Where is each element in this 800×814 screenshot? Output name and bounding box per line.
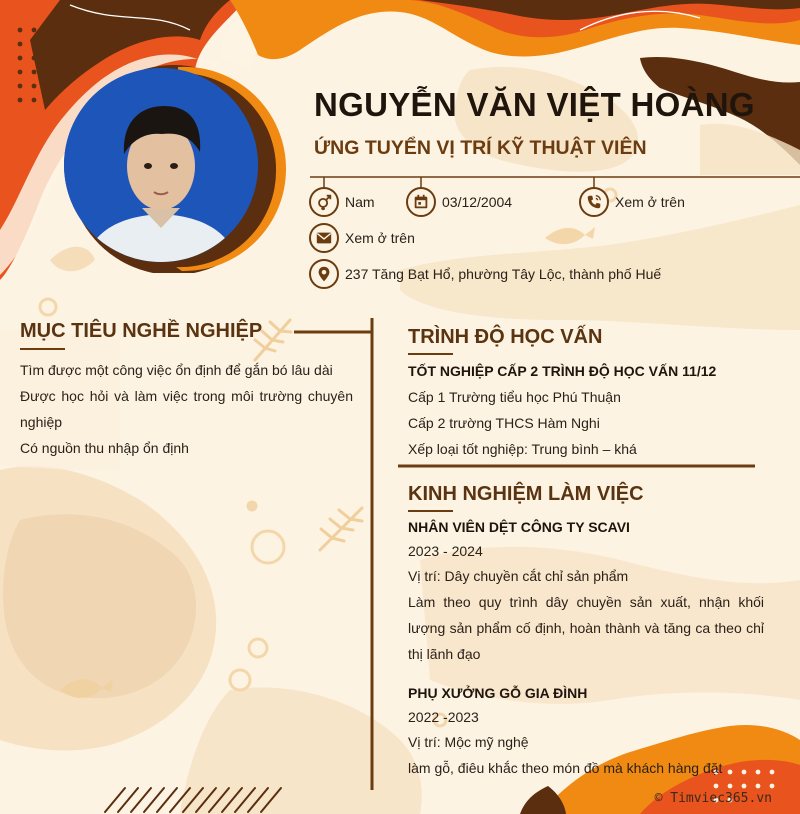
- gender-value: Nam: [345, 194, 375, 210]
- address-value: 237 Tăng Bạt Hổ, phường Tây Lộc, thành phố Huế: [345, 266, 662, 282]
- job-entry: [408, 681, 764, 781]
- education-line: Cấp 2 trường THCS Hàm Nghi: [408, 415, 600, 431]
- phone-icon: [579, 187, 609, 217]
- phone-value: Xem ở trên: [615, 194, 685, 210]
- objective-line: Tìm được một công việc ổn định để gắn bó lâu dài: [20, 362, 333, 378]
- objective-underline: [20, 348, 65, 350]
- education-headline: TỐT NGHIỆP CẤP 2 TRÌNH ĐỘ HỌC VẤN 11/12: [408, 363, 717, 379]
- objective-title: MỤC TIÊU NGHỀ NGHIỆP: [20, 320, 263, 342]
- gender-icon: [309, 187, 339, 217]
- job-description: làm gỗ, điêu khắc theo món đồ mà khách hàng đặt: [408, 760, 723, 776]
- job-period: 2022 -2023: [408, 709, 479, 725]
- contact-gender: [309, 187, 375, 217]
- experience-title: KINH NGHIỆM LÀM VIỆC: [408, 483, 644, 505]
- watermark: © Timviec365.vn: [654, 791, 772, 806]
- email-value: Xem ở trên: [345, 230, 415, 246]
- mail-icon: [309, 223, 339, 253]
- education-underline: [408, 353, 453, 355]
- applied-position: ỨNG TUYỂN VỊ TRÍ KỸ THUẬT VIÊN: [314, 137, 647, 159]
- contact-phone: [579, 187, 685, 217]
- portrait-image: [64, 68, 258, 262]
- job-company: PHỤ XƯỞNG GỖ GIA ĐÌNH: [408, 685, 588, 701]
- job-period: 2023 - 2024: [408, 543, 483, 559]
- birthday-value: 03/12/2004: [442, 194, 513, 210]
- contact-address: [309, 259, 661, 289]
- objective-line: Có nguồn thu nhập ổn định: [20, 440, 189, 456]
- education-content: [408, 358, 758, 462]
- candidate-name: NGUYỄN VĂN VIỆT HOÀNG: [314, 86, 755, 123]
- education-line: Xếp loại tốt nghiệp: Trung bình – khá: [408, 441, 637, 457]
- job-company: NHÂN VIÊN DỆT CÔNG TY SCAVI: [408, 519, 630, 535]
- objective-line: Được học hỏi và làm việc trong môi trường chuyên nghiệp: [20, 388, 353, 430]
- education-line: Cấp 1 Trường tiểu học Phú Thuận: [408, 389, 621, 405]
- contact-birthday: [406, 187, 512, 217]
- job-entry: [408, 515, 764, 667]
- location-icon: [309, 259, 339, 289]
- job-description: Làm theo quy trình dây chuyền sản xuất, nhận khối lượng sản phẩm cố định, hoàn thành và tăng ca theo chỉ thị lãnh đạo: [408, 594, 764, 662]
- calendar-icon: [406, 187, 436, 217]
- experience-underline: [408, 510, 453, 512]
- avatar: [64, 68, 258, 262]
- objective-list: [20, 357, 353, 461]
- job-role: Vị trí: Dây chuyền cắt chỉ sản phẩm: [408, 568, 629, 584]
- job-role: Vị trí: Mộc mỹ nghệ: [408, 734, 529, 750]
- education-title: TRÌNH ĐỘ HỌC VẤN: [408, 326, 603, 348]
- contact-email: [309, 223, 415, 253]
